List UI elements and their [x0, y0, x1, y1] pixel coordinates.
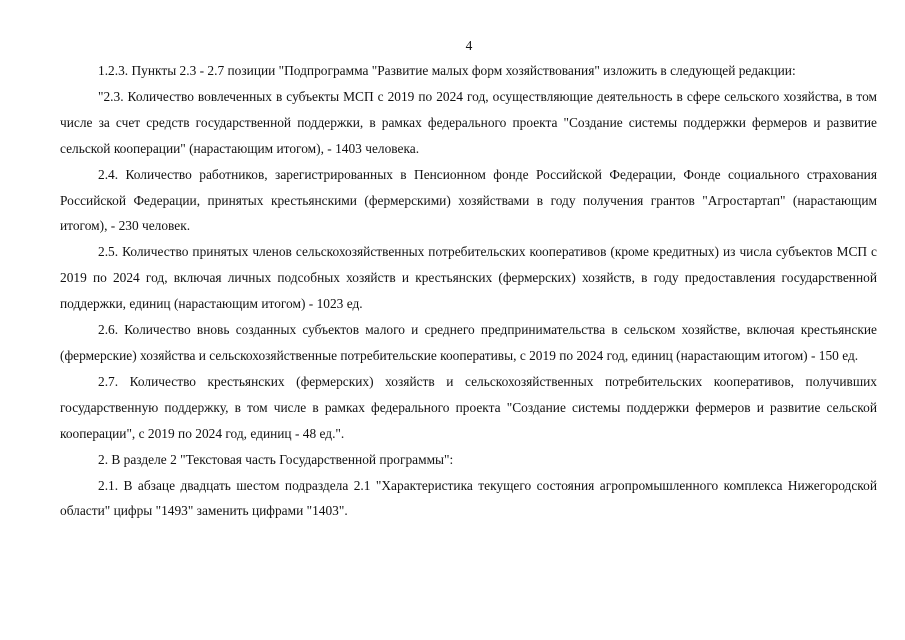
paragraph-2-7: 2.7. Количество крестьянских (фермерских) хозяйств и сельскохозяйственных потребительских кооперативов, получивших государственную поддержку, в том числе в рамках федерального проекта "Создание системы поддержки фермеров и развитие сельской кооперации", с 2019 по 2024 год, единиц - 48 ед.".: [60, 373, 877, 441]
paragraph-section-2: 2. В разделе 2 "Текстовая часть Государственной программы":: [98, 451, 454, 467]
paragraph-2-6: 2.6. Количество вновь созданных субъектов малого и среднего предпринимательства в сельском хозяйстве, включая крестьянские (фермерские) хозяйства и сельскохозяйственные потребительские кооперативы, с 2019 по 2024 год, единиц (нарастающим итогом) - 150 ед.: [60, 322, 877, 363]
document-body: [60, 58, 877, 524]
paragraph-2-5: 2.5. Количество принятых членов сельскохозяйственных потребительских кооперативов (кроме кредитных) из числа субъектов МСП с 2019 по 2024 год, включая личных подсобных хозяйств и крестьянских (фермерских) хозяйств, в году предоставления государственной поддержки, единиц (нарастающим итогом) - 1023 ед.: [60, 244, 877, 312]
paragraph-2-4: 2.4. Количество работников, зарегистрированных в Пенсионном фонде Российской Федерации, Фонде социального страхования Российской Федерации, принятых крестьянскими (фермерскими) хозяйствами в году получения грантов "Агростартап" (нарастающим итогом), - 230 человек.: [60, 166, 877, 234]
page-number: 4: [465, 38, 473, 53]
paragraph-2-1: 2.1. В абзаце двадцать шестом подраздела 2.1 "Характеристика текущего состояния агропромышленного комплекса Нижегородской области" цифры "1493" заменить цифрами "1403".: [60, 477, 877, 519]
paragraph-1-2-3: 1.2.3. Пункты 2.3 - 2.7 позиции "Подпрограмма "Развитие малых форм хозяйствования" изложить в следующей редакции:: [98, 63, 796, 78]
paragraph-2-3: "2.3. Количество вовлеченных в субъекты МСП с 2019 по 2024 год, осуществляющие деятельность в сфере сельского хозяйства, в том числе за счет средств государственной поддержки, в рамках федерального проекта "Создание системы поддержки фермеров и развитие сельской кооперации" (нарастающим итогом), - 1403 человека.: [60, 88, 877, 156]
